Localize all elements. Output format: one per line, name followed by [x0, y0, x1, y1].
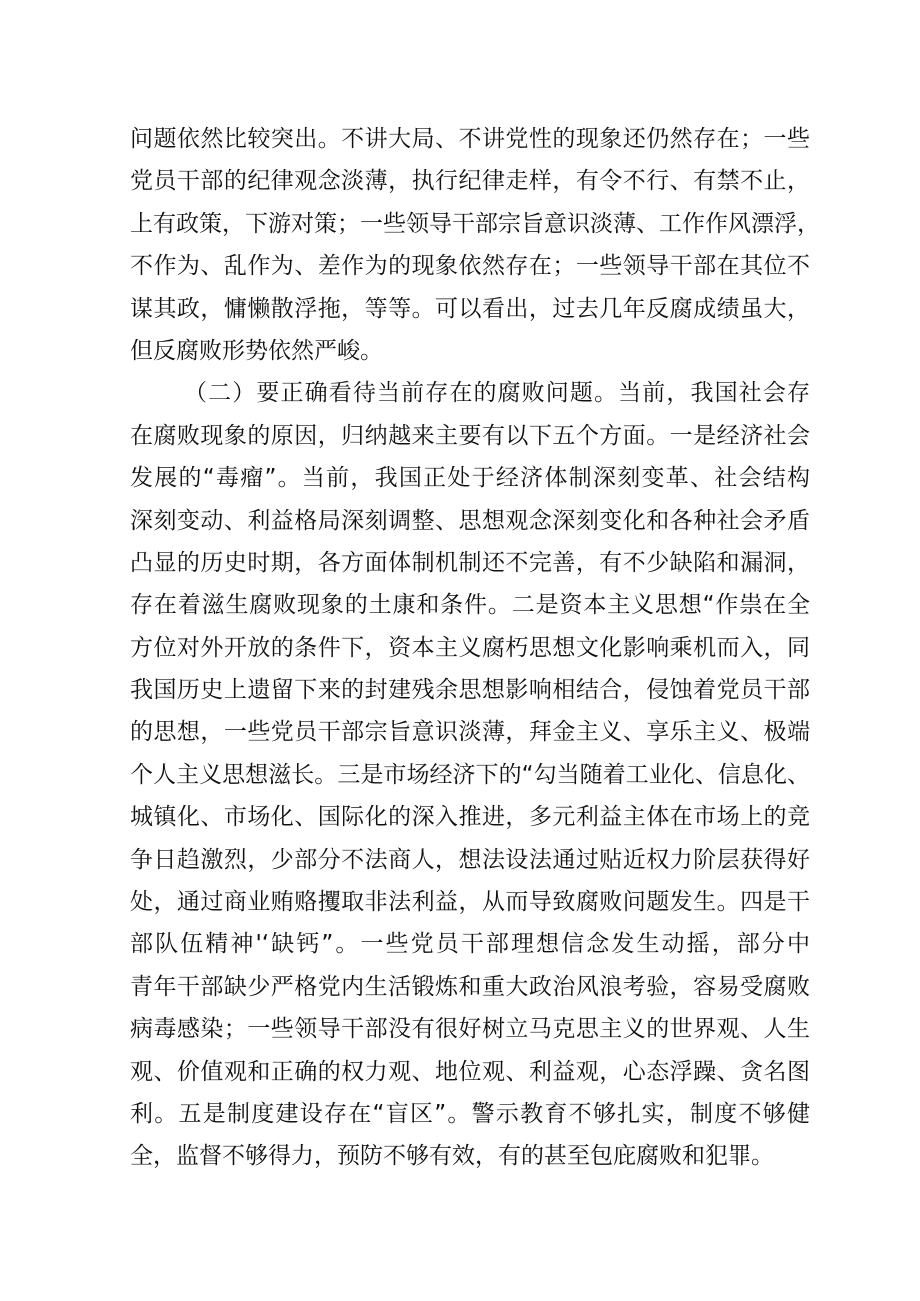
text-line: 凸显的历史时期，各方面体制机制还不完善，有不少缺陷和漏洞，	[130, 549, 810, 576]
text-line: 青年干部缺少严格党内生活锻炼和重大政治风浪考验，容易受腐败	[130, 973, 810, 1000]
text-line: 深刻变动、利益格局深刻调整、思想观念深刻变化和各种社会矛盾	[130, 507, 810, 534]
text-line: 党员干部的纪律观念淡薄，执行纪律走样，有令不行、有禁不止，	[130, 168, 810, 195]
text-line: 城镇化、市场化、国际化的深入推进，多元利益主体在市场上的竞	[130, 804, 810, 831]
text-line: 全，监督不够得力，预防不够有效，有的甚至包庇腐败和犯罪。	[130, 1143, 774, 1170]
text-line: 谋其政，慵懒散浮拖，等等。可以看出，过去几年反腐成绩虽大，	[130, 295, 810, 322]
text-line: 但反腐败形势依然严峻。	[130, 337, 383, 364]
text-line: 上有政策，下游对策；一些领导干部宗旨意识淡薄、工作作风漂浮，	[130, 210, 820, 237]
text-line: 我国历史上遗留下来的封建残余思想影响相结合，侵蚀着党员干部	[130, 677, 810, 704]
paragraph-start-line: （二）要正确看待当前存在的腐败问题。当前，我国社会存	[184, 380, 810, 407]
text-line: 利。五是制度建设存在“盲区”。警示教育不够扎实，制度不够健	[130, 1100, 810, 1127]
text-line: 个人主义思想滋长。三是市场经济下的“勾当随着工业化、信息化、	[130, 761, 810, 788]
text-line: 存在着滋生腐败现象的土康和条件。二是资本主义思想“作祟在全	[130, 592, 810, 619]
text-line: 方位对外开放的条件下，资本主义腐朽思想文化影响乘机而入，同	[130, 634, 810, 661]
text-line: 发展的“毒瘤”。当前，我国正处于经济体制深刻变革、社会结构	[130, 465, 810, 492]
text-line: 处，通过商业贿赂攫取非法利益，从而导致腐败问题发生。四是干	[130, 889, 810, 916]
text-line: 部队伍精神'‘缺钙”。一些党员干部理想信念发生动摇，部分中	[130, 931, 810, 958]
text-line: 病毒感染；一些领导干部没有很好树立马克思主义的世界观、人生	[130, 1016, 810, 1043]
text-line: 观、价值观和正确的权力观、地位观、利益观，心态浮躁、贪名图	[130, 1058, 810, 1085]
text-line: 不作为、乱作为、差作为的现象依然存在；一些领导干部在其位不	[130, 253, 810, 280]
text-line: 争日趋激烈，少部分不法商人，想法设法通过贴近权力阶层获得好	[130, 846, 810, 873]
text-line: 的思想，一些党员干部宗旨意识淡薄，拜金主义、享乐主义、极端	[130, 719, 810, 746]
text-line: 在腐败现象的原因，归纳越来主要有以下五个方面。一是经济社会	[130, 422, 810, 449]
body-text	[130, 118, 820, 1178]
text-line: 问题依然比较突出。不讲大局、不讲党性的现象还仍然存在；一些	[130, 126, 810, 152]
